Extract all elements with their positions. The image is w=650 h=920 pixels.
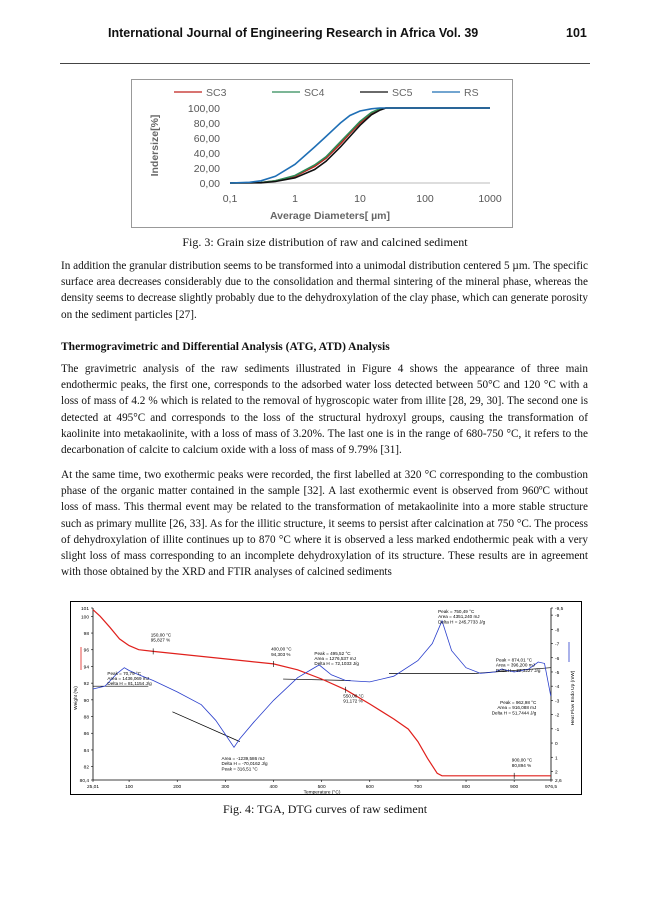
figure-annotation: Peak = 750,49 °C Area = 4351,240 mJ Delta H = 245,7733 J/g [438,609,486,625]
legend-label-rs: RS [464,87,479,99]
x-axis-label: Temperature (°C) [303,790,341,794]
x-tick-label: 600 [365,785,374,790]
left-tick-label: 84 [83,748,89,754]
header-rule [60,63,590,64]
legend-label-sc4: SC4 [304,87,325,99]
x-tick-label: 976,5 [544,785,558,790]
x-tick-label: 900 [510,785,519,790]
legend-label-sc5: SC5 [392,87,413,99]
series-line-sc3 [230,108,490,183]
x-tick-label: 400 [269,785,278,790]
legend-label-sc3: SC3 [206,87,227,99]
series-line-sc4 [230,108,490,183]
x-tick-label: 100 [416,193,434,205]
figure-3-caption: Fig. 3: Grain size distribution of raw and calcined sediment [182,235,468,249]
x-tick-label: 100 [125,785,134,790]
x-tick-label: 200 [173,785,182,790]
y-tick-label: 80,00 [193,118,220,130]
y-tick-label: 0,00 [199,178,220,190]
x-tick-label: 25,01 [86,785,100,790]
y-tick-label: 60,00 [193,133,220,145]
x-tick-label: 500 [317,785,326,790]
left-tick-label: 80,4 [79,779,89,784]
left-tick-label: 88 [83,715,89,721]
left-tick-label: 94 [83,665,89,671]
right-tick-label: 2 [555,770,558,776]
figure-annotation: Peak = 495,52 °C Area = 1276,537 mJ Delta H = 72,1033 J/g [314,650,359,667]
left-tick-label: 98 [83,632,89,638]
right-tick-label: 0 [555,742,558,748]
paragraph-exothermic: At the same time, two exothermic peaks were recorded, the first labelled at 320 °C corresponding to the combustion phase of the organic matter contained in the sample [32]. A last exothermic event is observed from 960ºC without loss of mass. This thermal event may be related to the transformation of metakaolinite into a more stable structure such as primary mullite [26, 33]. As for the illitic structure, it seems to persist after calcination at 750 °C. The process of dehydroxylation of illite continues up to 870 °C where it is observed a less marked endothermic peak with a very slight loss of mass corresponding to an incomplete dehydroxylation of its structure. These results are in agreement with those obtained by the XRD and FTIR analyses of calcined sediments [61,469,588,579]
journal-title: International Journal of Engineering Research in Africa Vol. 39 [108,26,479,40]
right-tick-label: -8 [555,628,560,634]
section-heading: Thermogravimetric and Differential Analysis (ATG, ATD) Analysis [61,341,390,353]
x-tick-label: 1 [292,193,298,205]
right-tick-label: -1 [555,727,560,733]
figure-annotation: 550,00 °C 91,172 % [343,693,364,704]
right-axis-label: Heat Flow Endo Up (mW) [571,670,576,726]
figure-annotation: Peak = 70,79 °C Area = 1436,069 mJ Delta H = 81,1154 J/g [107,670,152,687]
left-tick-label: 92 [83,682,89,688]
left-tick-label: 86 [83,732,89,738]
left-tick-label: 82 [83,765,89,771]
left-tick-label: 100 [80,615,89,621]
x-tick-label: 800 [462,785,471,790]
integration-baseline [172,712,239,742]
right-tick-label: -9,5 [555,607,564,612]
tga-dtg-chart [71,602,581,794]
figure-annotation: Peak = 874,01 °C Area = 396,200 mJ Delta H = 22,3227 J/g [495,657,541,673]
figure-annotation: Area = -1239,586 mJ Delta H = -70,0162 J/g Peak = 316,51 °C [221,755,268,772]
grain-size-chart [132,80,512,227]
right-tick-label: 1 [555,756,558,762]
right-tick-label: 2,6 [555,779,562,784]
left-tick-label: 90 [83,698,89,704]
right-tick-label: -9 [555,614,560,620]
integration-baseline [283,679,350,680]
y-axis-label: Indersize[%] [149,114,161,177]
right-tick-label: -2 [555,713,560,719]
x-tick-label: 700 [413,785,422,790]
x-tick-label: 10 [354,193,366,205]
y-tick-label: 40,00 [193,148,220,160]
right-tick-label: -3 [555,699,560,705]
figure-annotation: 150,00 °C 95,827 % [150,632,172,643]
right-tick-label: -7 [555,642,560,648]
right-tick-label: -4 [555,685,560,691]
right-tick-label: -6 [555,656,560,662]
left-tick-label: 96 [83,648,89,654]
figure-3-chart [131,79,513,228]
x-tick-label: 1000 [478,193,502,205]
x-tick-label: 300 [221,785,230,790]
page-number: 101 [566,26,587,40]
right-tick-label: -5 [555,670,560,676]
paragraph-gravimetric: The gravimetric analysis of the raw sediments illustrated in Figure 4 shows the appearance of three main endothermic peaks, the first one, corresponds to the adsorbed water loss detected between 50°C and 120 °C with a loss of mass of 4.2 % which is related to the removal of hygroscopic water from illite [28, 29, 30]. The second one is detected at 495°C and corresponds to the loss of the structural hydroxyl groups, causing the transformation of kaolinite into metakaolinite, with a loss of mass of 3.20%. The last one is in the range of 680-750 °C, it refers to the decarbonation of calcite to calcium oxide with a loss of mass of 9.79% [31]. [61,363,588,457]
figure-annotation: 400,00 °C 94,303 % [271,646,292,657]
x-axis-label: Average Diameters[ µm] [269,210,391,222]
y-tick-label: 100,00 [187,103,220,115]
left-tick-label: 101 [80,607,89,612]
paragraph-granular: In addition the granular distribution seems to be transformed into a unimodal distribution centered 5 µm. The specific surface area decreases considerably due to the consolidation and thermal sintering of the mineral phase, whereas the density seems to decrease slightly probably due to the dehydroxylation of the clay phase, which can generate porosity on the sediment particles [27]. [61,260,588,321]
x-tick-label: 0,1 [222,193,238,205]
y-tick-label: 20,00 [193,163,220,175]
left-axis-label: Weight (%) [74,686,79,710]
figure-annotation: 900,00 °C 80,894 % [511,757,533,768]
figure-annotation: Peak = 962,98 °C Area = 916,088 mJ Delta H = 51,7444 J/g [491,700,537,716]
series-line-rs [230,108,490,183]
figure-4-chart [70,601,582,795]
figure-4-caption: Fig. 4: TGA, DTG curves of raw sediment [222,802,428,816]
series-line-sc5 [230,108,490,183]
